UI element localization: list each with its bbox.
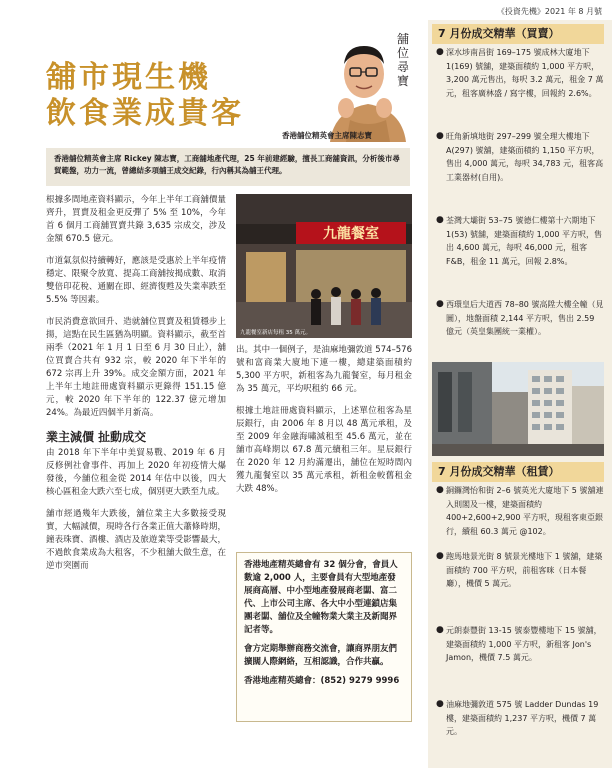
- rent-item: [436, 624, 604, 665]
- storefront-illustration: [236, 194, 412, 338]
- issue-header: 《投資先機》2021 年 8 月號: [496, 7, 602, 16]
- building-photo: [432, 362, 604, 456]
- rent-section-title: 7 月份成交精華（租賃）: [432, 462, 604, 482]
- bullet-icon: ●: [436, 551, 444, 561]
- headline-line-2: 飲食業成貴客: [46, 96, 244, 131]
- paragraph-5: 舖市經過幾年大跌後，舖位業主大多數接受現實，大幅減價，現時各行各業正值大蕭條時期，鐘表珠寶、酒樓、酒店及旅遊業等受影響最大，不過飲食業成為大租客，不少租舖大做生意，在逆市突圍而: [46, 509, 226, 571]
- photo-caption: 九龍餐室新店每租 35 萬元。: [240, 330, 311, 336]
- street-illustration: [432, 362, 604, 456]
- column-1: [46, 194, 226, 582]
- rent-item-text: 油麻地彌敦道 575 號 Ladder Dundas 19 樓，建築面積約 1,237 平方呎，機價 7 萬元。: [446, 700, 599, 736]
- association-paragraph-2: 會方定期舉辦商務交流會，讓商界朋友們擴闊人際網絡，互相認識，合作共贏。: [244, 644, 398, 667]
- sale-item: [436, 46, 604, 100]
- headline: [46, 60, 286, 132]
- association-box: [236, 552, 412, 722]
- paragraph-2: 市道氣氛似持續轉好，應該是受惠於上半年疫情穩定、限聚令放寬、提高工商舖按揭成數、取消雙倍印花稅、通關在即、經濟復甦及失業率跌至 5.5% 等因素。: [46, 256, 226, 305]
- paragraph-1: 根據多間地產資料顯示，今年上半年工商舖價量齊升，買賣及租金更反彈了 5% 至 10%，今年首 6 個月工商舖買賣共錄 3,635 宗成交，涉及金額 670.5 億元。: [46, 195, 226, 244]
- bullet-icon: ●: [436, 47, 444, 57]
- paragraph-7: 根據土地註冊處資料顯示，上述單位租客為星辰銀行，由 2006 年 8 月以 48 萬元承租，及至 2009 年金融海嘯減租至 45.6 萬元，並在舖市高峰期以 67.8 萬元續租三年。星辰銀行在 2020 年 12 月約滿遷出，舖位在短時間內獲九龍餐室以 35 萬元承租，新租金較舊租金大跌 48%。: [236, 406, 412, 494]
- sale-item-text: 深水埗南昌街 169–175 號成林大廈地下 1(169) 號舖，建築面積約 1,000 平方呎，3,200 萬元售出，每呎 3.2 萬元，租金 7 萬元，租客廣林盛 / 寫字樓，回報約 2.6%。: [446, 48, 604, 98]
- column-2: [236, 344, 412, 505]
- paragraph-6: 出。其中一個例子，是油麻地彌敦道 574–576 號和富商業大廈地下連一樓，總建築面積約 5,300 平方呎，新租客為九龍餐室，每月租金為 35 萬元，平均呎租約 66 元。: [236, 345, 412, 394]
- author-caption: 香港舖位精英會主席陳志寶: [282, 131, 372, 140]
- sale-item: [436, 130, 604, 184]
- author-column-name: 舖位尋寶: [396, 32, 409, 88]
- rent-item: [436, 550, 604, 591]
- store-sign-text: 九龍餐室: [323, 226, 379, 242]
- sale-item: [436, 298, 604, 339]
- sale-item-text: 荃灣大壩街 53–75 號德仁樓第十六期地下 1(53) 號舖，建築面積約 1,000 平方呎，售出 4,600 萬元，每呎 46,000 元，租客 F&B，租金 11 萬元，回報 2.8%。: [446, 216, 603, 266]
- rent-item: [436, 698, 604, 739]
- association-paragraph-1: 香港地產精英總會有 32 個分會，會員人數逾 2,000 人，主要會員有大型地產發展商高層、中小型地產發展商老闆、富二代、上市公司主席、各大中小型連鎖店集團老闆、舖位及全幢物業大業主及新聞界記者等。: [244, 560, 398, 635]
- bullet-icon: ●: [436, 485, 444, 495]
- association-contact: 香港地產精英總會：(852) 9279 9996: [244, 676, 400, 686]
- intro-box: 香港舖位精英會主席 Rickey 陳志寶，工商舖地產代理，25 年前建經驗，擅長工商舖資訊，分析後市尋貿範盤，功力一流，曾總結多項舖王成交紀錄，行內稱其為舖王代理。: [46, 148, 410, 186]
- sale-item-text: 旺角新填地街 297–299 號全理大樓地下 A(297) 號舖，建築面積約 1,150 平方呎，售出 4,000 萬元，每呎 34,783 元，租客高工業器材(自用)。: [446, 132, 604, 182]
- sale-item-text: 西環皇后大道西 78–80 號高陞大樓全幢（見圖），地盤面積 2,144 平方呎，售出 2.59 億元（英皇集團統一業權）。: [446, 300, 604, 336]
- bullet-icon: ●: [436, 299, 444, 309]
- bullet-icon: ●: [436, 215, 444, 225]
- bullet-icon: ●: [436, 625, 444, 635]
- paragraph-4: 由 2018 年下半年中美貿易戰、2019 年 6 月反修例社會事件、再加上 2020 年初疫情大爆發後，今舖位租金從 2014 年估中以後，四大核心區租金大跌六至七成，個別更大跌至九成。: [46, 448, 226, 497]
- rent-item-text: 元朗泰豐街 13-15 號泰豐樓地下 15 號舖，建築面積約 1,000 平方呎，新租客 Jon's Jamon，機價 7.5 萬元。: [446, 626, 602, 662]
- rent-item-text: 銅鑼灣怡和街 2–6 號英光大廈地下 5 號舖連入則閣及一樓，建築面積約 400+2,600+2,900 平方呎，現租客東亞銀行，續租 60.3 萬元 @102。: [446, 486, 604, 536]
- headline-line-1: 舖市現生機: [46, 60, 211, 95]
- restaurant-photo: [236, 194, 412, 338]
- bullet-icon: ●: [436, 131, 444, 141]
- bullet-icon: ●: [436, 699, 444, 709]
- paragraph-3: 市民消費意欲回升、造就舖位買賣及租賃穩步上揚，這點在民生區猶為明顯。資料顯示，截至首兩季（2021 年 1 月 1 日至 6 月 30 日止），舖位買賣合共有 932 宗，較 2020 年下半年的 672 宗再上升 39%。成交金額方面，2021 年上半年土地註冊處資料顯示更錄得 151.15 億元，較 2020 年下半年的 122.37 億元增加 24%。為最近四個半月新高。: [46, 317, 226, 418]
- sale-item: [436, 214, 604, 268]
- sale-section-title: 7 月份成交精華（買賣）: [432, 24, 604, 44]
- rent-item-text: 跑馬地景光街 8 號景光樓地下 1 號舖，建築面積約 700 平方呎，前租客咪（日本餐廳），機價 5 萬元。: [446, 552, 603, 588]
- subheading: 業主減價 扯動成交: [46, 430, 147, 444]
- rent-item: [436, 484, 604, 538]
